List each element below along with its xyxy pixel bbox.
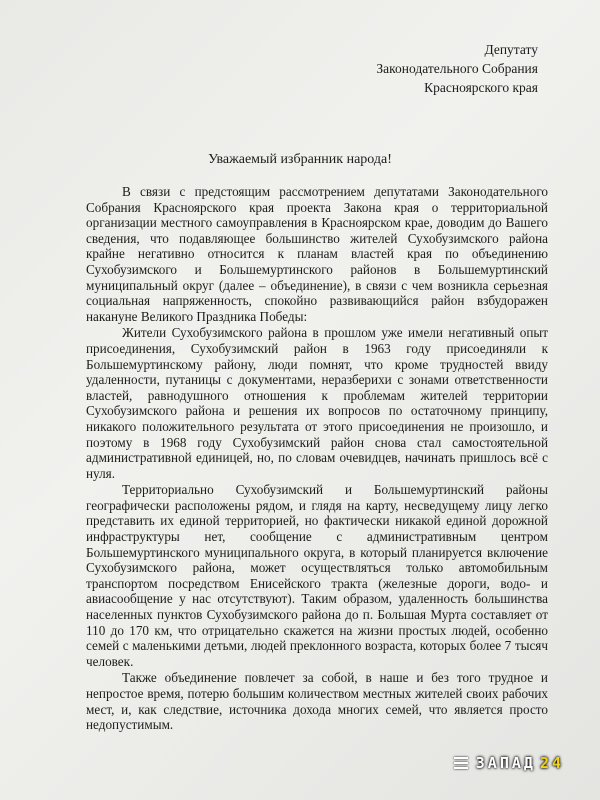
paragraph: Жители Сухобузимского района в прошлом уже имели негативный опыт присоединения, Сухобузимский район в 1963 году присоединяли к Большемуртинскому району, люди помнят, что кроме трудностей ввиду удаленности, путаницы с документами, неразберихи с зонами ответственности властей, равнодушного отношения к проблемам жителей территории Сухобузимского района и решения их вопросов по остаточному принципу, никакого положительного результата от этого присоединения не произошло, и поэтому в 1968 году Сухобузимский район снова стал самостоятельной административной единицей, но, по словам очевидцев, начинать пришлось всё с нуля. [86,325,548,481]
addressee-line: Законодательного Собрания [376,61,538,76]
paragraph: Также объединение повлечет за собой, в наше и без того трудное и непростое время, потерю большим количеством местных жителей своих рабочих мест, и, как следствие, источника дохода многих семей, что является просто недопустимым. [86,670,548,733]
addressee-line: Красноярского края [424,80,538,95]
logo-lines-icon [454,757,468,769]
addressee-line: Депутату [484,42,538,57]
letter-body [86,184,548,734]
watermark-number: 24 [539,754,564,772]
watermark-logo [454,754,564,772]
watermark-text: ЗАПАД [475,754,536,772]
greeting: Уважаемый избранник народа! [208,152,392,167]
addressee-block [376,40,538,97]
paragraph: В связи с предстоящим рассмотрением депутатами Законодательного Собрания Красноярского края проекта Закона края о территориальной организации местного самоуправления в Красноярском крае, доводим до Вашего сведения, что подавляющее большинство жителей Сухобузимского района крайне негативно относится к планам властей края по объединению Сухобузимского и Большемуртинского районов в Большемуртинский муниципальный округ (далее – объединение), в связи с чем возникла серьезная социальная напряженность, спокойно развивающийся район взбудоражен накануне Великого Праздника Победы: [86,184,548,324]
paragraph: Территориально Сухобузимский и Большемуртинский районы географически расположены рядом, и глядя на карту, несведущему лицу легко представить их единой территорией, но фактически никакой единой дорожной инфраструктуры нет, сообщение с административным центром Большемуртинского муниципального округа, в который планируется включение Сухобузимского района, может осуществляться только автомобильным транспортом посредством Енисейского тракта (железные дороги, водо- и авиасообщение у нас отсутствуют). Таким образом, удаленность большинства населенных пунктов Сухобузимского района до п. Большая Мурта составляет от 110 до 170 км, что отрицательно скажется на жизни простых людей, особенно семей с маленькими детьми, людей преклонного возраста, которых более 7 тысяч человек. [86,482,548,669]
